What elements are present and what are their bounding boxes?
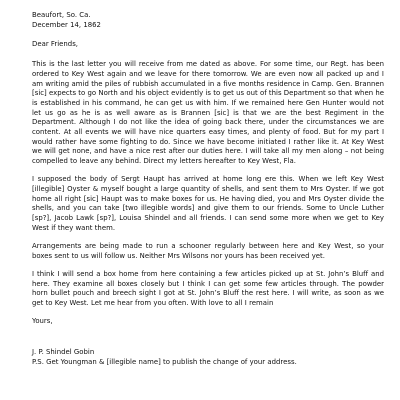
letter-salutation: Dear Friends,: [32, 40, 79, 49]
letter-postscript: P.S. Get Youngman & [illegible name] to publish the change of your address.: [32, 357, 297, 366]
paragraph-1: This is the last letter you will receive from me dated as above. For some time, our Regt. has been ordered to Key West again and we leave for there tomorrow. We are even now all packed up and I am writing amid the piles of rubbish accumulated in a five months residence in Camp. Gen. Brannen [sic] expects to go North and his object evidently is to get us out of this Department so that when he is established in his command, he can get us with him. If we remained here Gen Hunter would not let us go as he is as well aware as is Brannen [sic] is that we are the best Regiment in the Department. Although I do not like the idea of going back there, under the circumstances we are content. At all events we will have nice quarters easy times, and plenty of food. But for my part I would rather have some fighting to do. Since we have become initiated I rather like it. At Key West we will get none, and have a nice rest after our duties here. I will take all my men along – not being compelled to leave any behind. Direct my letters hereafter to Key West, Fla.: [32, 60, 384, 166]
letter-date: December 14, 1862: [32, 20, 101, 29]
letter-body: [32, 11, 384, 367]
letter-signature: J. P. Shindel Gobin: [32, 347, 95, 356]
paragraph-3: Arrangements are being made to run a schooner regularly between here and Key West, so your boxes sent to us will follow us. Neither Mrs Wilsons nor yours has been received yet.: [32, 242, 384, 260]
paragraph-4: I think I will send a box home from here containing a few articles picked up at St. John’s Bluff and here. They examine all boxes closely but I think I can get some few articles through. The powder horn bullet pouch and breech sight I got at St. John’s Bluff the rest here. I will write, as soon as we get to Key West. Let me hear from you often. With love to all I remain: [32, 269, 384, 308]
paragraph-2: I supposed the body of Sergt Haupt has arrived at home long ere this. When we left Key West [illegible] Oyster & myself bought a large quantity of shells, and sent them to Mrs Oyster. If we got home all right [sic] Haupt was to make boxes for us. He having died, you and Mrs Oyster divide the shells, and you can take [two illegible words] and give them to our friends. Some to Uncle Luther [sp?], Jacob Lawk [sp?], Louisa Shindel and all friends. I can send some more when we get to Key West if they want them.: [32, 175, 384, 232]
letter-closing: Yours,: [32, 317, 53, 326]
letter-place: Beaufort, So. Ca.: [32, 11, 91, 19]
